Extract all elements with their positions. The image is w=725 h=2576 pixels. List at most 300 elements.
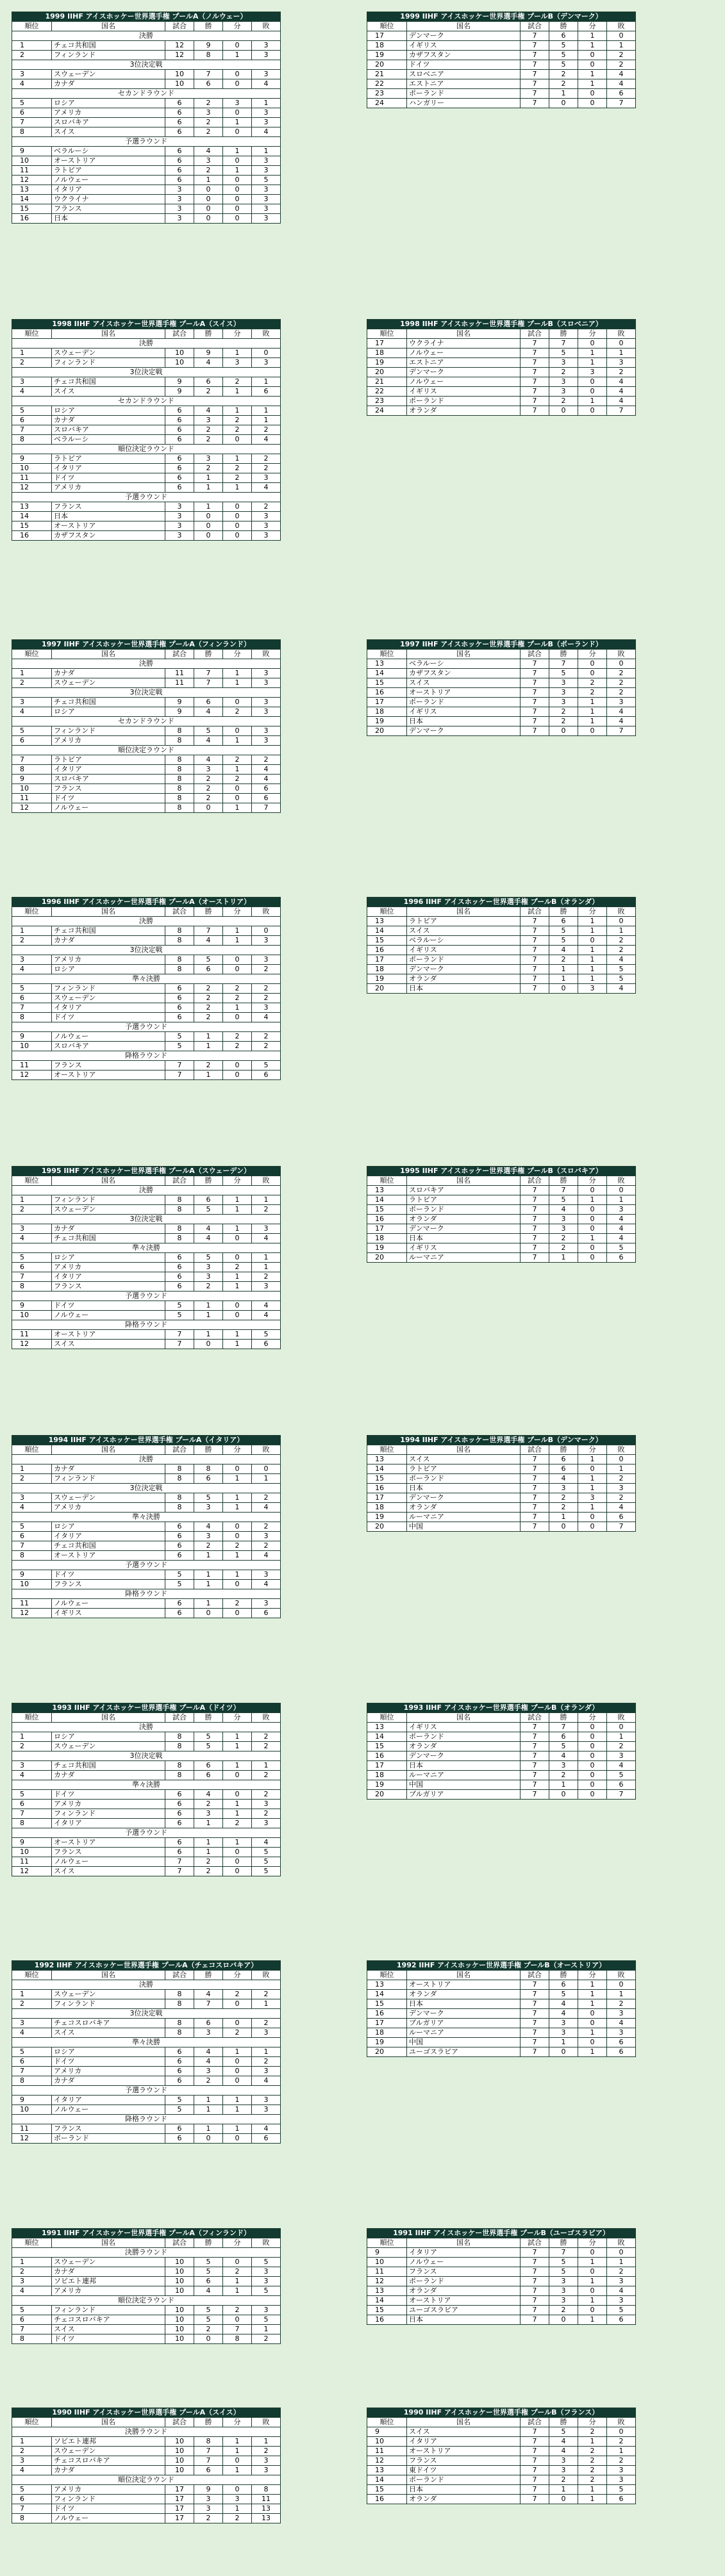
losses-cell: 2 bbox=[607, 678, 636, 688]
table-row bbox=[367, 387, 636, 397]
standings-table bbox=[12, 2228, 281, 2344]
wins-cell: 5 bbox=[194, 2267, 223, 2277]
table-row bbox=[12, 1800, 281, 1809]
column-header: 順位 bbox=[12, 2418, 52, 2427]
wins-cell: 2 bbox=[549, 1493, 578, 1503]
games-cell: 7 bbox=[521, 678, 549, 688]
draws-cell: 0 bbox=[578, 1732, 607, 1742]
rank-cell: 13 bbox=[367, 1455, 407, 1464]
draws-cell: 0 bbox=[223, 512, 252, 521]
table-row bbox=[367, 2258, 636, 2267]
rank-cell: 3 bbox=[12, 70, 52, 79]
draws-cell: 2 bbox=[223, 1042, 252, 1051]
team-cell: フィンランド bbox=[52, 2306, 165, 2315]
column-header: 順位 bbox=[367, 650, 407, 659]
team-cell: ポーランド bbox=[407, 397, 521, 406]
draws-cell: 1 bbox=[578, 2277, 607, 2286]
wins-cell: 3 bbox=[194, 416, 223, 425]
draws-cell: 2 bbox=[223, 994, 252, 1003]
rank-cell: 13 bbox=[367, 1723, 407, 1732]
games-cell: 6 bbox=[165, 2067, 194, 2076]
table-row bbox=[367, 60, 636, 70]
column-header: 国名 bbox=[52, 1445, 165, 1455]
team-cell: ベラルーシ bbox=[52, 147, 165, 156]
table-row bbox=[12, 1032, 281, 1042]
wins-cell: 3 bbox=[549, 1224, 578, 1234]
team-cell: 日本 bbox=[407, 1234, 521, 1243]
rank-cell: 16 bbox=[12, 214, 52, 224]
table-row bbox=[367, 2038, 636, 2047]
rank-cell: 14 bbox=[367, 1732, 407, 1742]
team-cell: アメリカ bbox=[52, 1503, 165, 1513]
table-row bbox=[12, 521, 281, 531]
wins-cell: 1 bbox=[549, 1780, 578, 1790]
wins-cell: 3 bbox=[549, 1761, 578, 1771]
table-row bbox=[367, 726, 636, 736]
rank-cell: 12 bbox=[367, 2277, 407, 2286]
rank-cell: 8 bbox=[12, 1819, 52, 1828]
rank-cell: 18 bbox=[367, 1503, 407, 1513]
draws-cell: 1 bbox=[223, 483, 252, 493]
wins-cell: 2 bbox=[549, 368, 578, 377]
table-row bbox=[12, 1790, 281, 1800]
draws-cell: 2 bbox=[223, 1599, 252, 1609]
wins-cell: 5 bbox=[194, 1493, 223, 1503]
losses-cell: 3 bbox=[607, 698, 636, 707]
team-cell: ノルウェー bbox=[52, 2105, 165, 2115]
losses-cell: 1 bbox=[252, 99, 281, 108]
table-row bbox=[12, 775, 281, 784]
draws-cell: 0 bbox=[223, 41, 252, 51]
column-header: 分 bbox=[578, 1713, 607, 1723]
losses-cell: 1 bbox=[607, 1990, 636, 1999]
column-header: 試合 bbox=[165, 650, 194, 659]
rank-cell: 16 bbox=[367, 1752, 407, 1761]
table-row bbox=[12, 1301, 281, 1311]
column-header: 敗 bbox=[607, 1971, 636, 1980]
table-row bbox=[12, 1311, 281, 1320]
wins-cell: 7 bbox=[549, 339, 578, 349]
team-cell: ドイツ bbox=[52, 2057, 165, 2067]
draws-cell: 0 bbox=[578, 51, 607, 60]
section-row bbox=[12, 1022, 281, 1032]
draws-cell: 2 bbox=[223, 2514, 252, 2523]
games-cell: 7 bbox=[521, 1771, 549, 1780]
team-cell: スウェーデン bbox=[52, 1493, 165, 1503]
draws-cell: 1 bbox=[223, 387, 252, 397]
table-row bbox=[367, 2028, 636, 2038]
team-cell: ラトビア bbox=[407, 1464, 521, 1474]
wins-cell: 7 bbox=[549, 1186, 578, 1195]
team-cell: ドイツ bbox=[52, 1570, 165, 1580]
rank-cell: 14 bbox=[367, 669, 407, 678]
column-header: 敗 bbox=[607, 1713, 636, 1723]
team-cell: 中国 bbox=[407, 2038, 521, 2047]
draws-cell: 0 bbox=[223, 2076, 252, 2086]
losses-cell: 4 bbox=[252, 1580, 281, 1589]
column-header: 分 bbox=[223, 1445, 252, 1455]
table-row bbox=[12, 765, 281, 775]
games-cell: 7 bbox=[521, 377, 549, 387]
wins-cell: 1 bbox=[549, 2485, 578, 2495]
draws-cell: 1 bbox=[578, 1195, 607, 1205]
column-header: 分 bbox=[223, 22, 252, 31]
rank-cell: 6 bbox=[12, 1263, 52, 1272]
rank-cell: 16 bbox=[367, 946, 407, 955]
losses-cell: 5 bbox=[252, 1848, 281, 1857]
column-header: 順位 bbox=[367, 1176, 407, 1186]
losses-cell: 0 bbox=[607, 2248, 636, 2258]
losses-cell: 3 bbox=[607, 2028, 636, 2038]
section-label: 準々決勝 bbox=[12, 1780, 281, 1790]
section-label: 予選ラウンド bbox=[12, 1561, 281, 1570]
standings-table bbox=[367, 2408, 636, 2504]
wins-cell: 1 bbox=[194, 483, 223, 493]
losses-cell: 3 bbox=[252, 358, 281, 368]
rank-cell: 8 bbox=[12, 2334, 52, 2344]
games-cell: 7 bbox=[521, 1205, 549, 1215]
rank-cell: 17 bbox=[367, 31, 407, 41]
team-cell: イタリア bbox=[52, 1532, 165, 1541]
section-label: 降格ラウンド bbox=[12, 1051, 281, 1061]
losses-cell: 4 bbox=[607, 387, 636, 397]
section-row bbox=[12, 1589, 281, 1599]
games-cell: 7 bbox=[521, 1522, 549, 1532]
team-cell: ノルウェー bbox=[407, 349, 521, 358]
table-row bbox=[12, 1195, 281, 1205]
table-header-row bbox=[367, 1176, 636, 1186]
rank-cell: 8 bbox=[12, 1551, 52, 1561]
rank-cell: 5 bbox=[12, 726, 52, 736]
table-row bbox=[367, 397, 636, 406]
losses-cell: 2 bbox=[252, 502, 281, 512]
team-cell: デンマーク bbox=[407, 1493, 521, 1503]
table-header-row bbox=[12, 1971, 281, 1980]
table-row bbox=[12, 2057, 281, 2067]
rank-cell: 13 bbox=[367, 2466, 407, 2475]
table-row bbox=[12, 2466, 281, 2475]
team-cell: オランダ bbox=[407, 406, 521, 416]
rank-cell: 4 bbox=[12, 1771, 52, 1780]
games-cell: 6 bbox=[165, 1790, 194, 1800]
column-header: 順位 bbox=[367, 2238, 407, 2248]
column-header: 敗 bbox=[607, 22, 636, 31]
rank-cell: 7 bbox=[12, 1003, 52, 1013]
standings-table bbox=[12, 1166, 281, 1349]
losses-cell: 5 bbox=[252, 1061, 281, 1071]
wins-cell: 2 bbox=[194, 2325, 223, 2334]
wins-cell: 3 bbox=[194, 1272, 223, 1282]
games-cell: 10 bbox=[165, 2447, 194, 2456]
table-header-row bbox=[12, 22, 281, 31]
wins-cell: 3 bbox=[194, 1503, 223, 1513]
draws-cell: 0 bbox=[223, 1311, 252, 1320]
draws-cell: 1 bbox=[578, 1503, 607, 1513]
team-cell: エストニア bbox=[407, 79, 521, 89]
wins-cell: 0 bbox=[194, 195, 223, 204]
table-row bbox=[12, 669, 281, 678]
draws-cell: 2 bbox=[223, 1032, 252, 1042]
losses-cell: 2 bbox=[252, 1541, 281, 1551]
wins-cell: 4 bbox=[549, 1205, 578, 1215]
table-row bbox=[367, 51, 636, 60]
losses-cell: 3 bbox=[252, 195, 281, 204]
wins-cell: 4 bbox=[549, 2437, 578, 2447]
games-cell: 7 bbox=[521, 2466, 549, 2475]
section-label: 順位決定ラウンド bbox=[12, 746, 281, 755]
team-cell: ノルウェー bbox=[52, 2514, 165, 2523]
losses-cell: 1 bbox=[607, 1464, 636, 1474]
wins-cell: 2 bbox=[194, 127, 223, 137]
rank-cell: 1 bbox=[12, 1732, 52, 1742]
rank-cell: 7 bbox=[12, 2504, 52, 2514]
losses-cell: 1 bbox=[607, 2258, 636, 2267]
table-row bbox=[367, 1761, 636, 1771]
wins-cell: 1 bbox=[194, 2124, 223, 2134]
table-row bbox=[367, 2315, 636, 2325]
table-row bbox=[367, 707, 636, 717]
wins-cell: 3 bbox=[194, 2028, 223, 2038]
wins-cell: 4 bbox=[194, 2286, 223, 2296]
section-row bbox=[12, 31, 281, 41]
wins-cell: 4 bbox=[194, 936, 223, 946]
rank-cell: 5 bbox=[12, 2047, 52, 2057]
draws-cell: 2 bbox=[223, 984, 252, 994]
column-header: 敗 bbox=[252, 650, 281, 659]
section-label: 3位決定戦 bbox=[12, 2009, 281, 2019]
wins-cell: 5 bbox=[194, 1253, 223, 1263]
team-cell: ロシア bbox=[52, 1732, 165, 1742]
games-cell: 6 bbox=[165, 416, 194, 425]
draws-cell: 2 bbox=[223, 775, 252, 784]
rank-cell: 16 bbox=[367, 2495, 407, 2504]
team-cell: カナダ bbox=[52, 669, 165, 678]
team-cell: チェコスロバキア bbox=[52, 2315, 165, 2325]
rank-cell: 13 bbox=[367, 2286, 407, 2296]
games-cell: 7 bbox=[521, 397, 549, 406]
rank-cell: 18 bbox=[367, 349, 407, 358]
wins-cell: 4 bbox=[549, 2447, 578, 2456]
wins-cell: 6 bbox=[194, 2466, 223, 2475]
games-cell: 6 bbox=[165, 1282, 194, 1292]
wins-cell: 1 bbox=[194, 1330, 223, 1340]
games-cell: 10 bbox=[165, 2277, 194, 2286]
rank-cell: 19 bbox=[367, 358, 407, 368]
rank-cell: 19 bbox=[367, 1513, 407, 1522]
team-cell: オーストリア bbox=[52, 1071, 165, 1080]
draws-cell: 0 bbox=[578, 1771, 607, 1780]
rank-cell: 4 bbox=[12, 79, 52, 89]
column-header: 敗 bbox=[252, 329, 281, 339]
table-title-row bbox=[367, 1961, 636, 1971]
wins-cell: 8 bbox=[194, 1464, 223, 1474]
table-row bbox=[367, 1224, 636, 1234]
rank-cell: 11 bbox=[12, 2124, 52, 2134]
team-cell: チェコ共和国 bbox=[52, 1234, 165, 1243]
draws-cell: 0 bbox=[578, 1513, 607, 1522]
rank-cell: 19 bbox=[367, 1780, 407, 1790]
team-cell: イギリス bbox=[407, 1723, 521, 1732]
wins-cell: 5 bbox=[194, 1732, 223, 1742]
column-header: 分 bbox=[578, 2418, 607, 2427]
section-row bbox=[12, 1828, 281, 1838]
team-cell: イタリア bbox=[52, 464, 165, 473]
rank-cell: 15 bbox=[367, 678, 407, 688]
section-row bbox=[12, 917, 281, 926]
team-cell: ラトビア bbox=[52, 454, 165, 464]
losses-cell: 5 bbox=[607, 1771, 636, 1780]
draws-cell: 1 bbox=[578, 1980, 607, 1990]
losses-cell: 6 bbox=[607, 1513, 636, 1522]
team-cell: ソビエト連邦 bbox=[52, 2437, 165, 2447]
losses-cell: 2 bbox=[252, 2447, 281, 2456]
rank-cell: 17 bbox=[367, 698, 407, 707]
team-cell: スイス bbox=[407, 678, 521, 688]
losses-cell: 2 bbox=[252, 1742, 281, 1752]
games-cell: 7 bbox=[521, 1253, 549, 1263]
losses-cell: 5 bbox=[252, 176, 281, 185]
games-cell: 7 bbox=[521, 2306, 549, 2315]
table-title: 1990 IIHF アイスホッケー世界選手権 プールA（スイス） bbox=[12, 2408, 281, 2418]
team-cell: ノルウェー bbox=[407, 2258, 521, 2267]
losses-cell: 3 bbox=[252, 2096, 281, 2105]
team-cell: カナダ bbox=[52, 1464, 165, 1474]
section-row bbox=[12, 445, 281, 454]
section-row bbox=[12, 1243, 281, 1253]
section-label: 決勝 bbox=[12, 1723, 281, 1732]
wins-cell: 2 bbox=[549, 717, 578, 726]
wins-cell: 5 bbox=[194, 2258, 223, 2267]
games-cell: 8 bbox=[165, 1195, 194, 1205]
wins-cell: 6 bbox=[194, 965, 223, 974]
team-cell: アメリカ bbox=[52, 955, 165, 965]
section-row bbox=[12, 493, 281, 502]
games-cell: 7 bbox=[521, 936, 549, 946]
table-row bbox=[12, 794, 281, 803]
table-row bbox=[367, 1980, 636, 1990]
wins-cell: 0 bbox=[194, 1609, 223, 1618]
column-header: 国名 bbox=[407, 1971, 521, 1980]
wins-cell: 4 bbox=[549, 1474, 578, 1484]
draws-cell: 0 bbox=[223, 2134, 252, 2144]
rank-cell: 20 bbox=[367, 1522, 407, 1532]
table-row bbox=[12, 349, 281, 358]
rank-cell: 8 bbox=[12, 2076, 52, 2086]
losses-cell: 3 bbox=[252, 936, 281, 946]
rank-cell: 17 bbox=[367, 1493, 407, 1503]
column-header: 試合 bbox=[165, 1713, 194, 1723]
column-header: 勝 bbox=[194, 1445, 223, 1455]
column-header: 敗 bbox=[252, 1445, 281, 1455]
table-row bbox=[367, 2427, 636, 2437]
games-cell: 6 bbox=[165, 2134, 194, 2144]
games-cell: 7 bbox=[165, 1867, 194, 1876]
table-row bbox=[367, 965, 636, 974]
wins-cell: 1 bbox=[194, 1301, 223, 1311]
section-label: 予選ラウンド bbox=[12, 1292, 281, 1301]
games-cell: 8 bbox=[165, 755, 194, 765]
draws-cell: 1 bbox=[578, 2495, 607, 2504]
losses-cell: 4 bbox=[252, 2124, 281, 2134]
table-row bbox=[12, 1541, 281, 1551]
table-title-row bbox=[367, 1167, 636, 1176]
section-label: 3位決定戦 bbox=[12, 368, 281, 377]
table-row bbox=[367, 659, 636, 669]
wins-cell: 6 bbox=[194, 1474, 223, 1484]
section-row bbox=[12, 2086, 281, 2096]
rank-cell: 8 bbox=[12, 2514, 52, 2523]
column-header: 国名 bbox=[52, 22, 165, 31]
wins-cell: 3 bbox=[549, 358, 578, 368]
team-cell: イタリア bbox=[52, 1819, 165, 1828]
games-cell: 6 bbox=[165, 1541, 194, 1551]
games-cell: 7 bbox=[521, 79, 549, 89]
team-cell: ドイツ bbox=[52, 2334, 165, 2344]
standings-table bbox=[367, 639, 636, 736]
wins-cell: 5 bbox=[549, 51, 578, 60]
draws-cell: 2 bbox=[223, 416, 252, 425]
draws-cell: 1 bbox=[223, 2504, 252, 2514]
team-cell: ロシア bbox=[52, 99, 165, 108]
section-row bbox=[12, 1051, 281, 1061]
draws-cell: 1 bbox=[578, 79, 607, 89]
column-header: 分 bbox=[223, 1713, 252, 1723]
team-cell: ドイツ bbox=[407, 60, 521, 70]
games-cell: 7 bbox=[521, 1234, 549, 1243]
table-title: 1998 IIHF アイスホッケー世界選手権 プールA（スイス） bbox=[12, 320, 281, 329]
games-cell: 7 bbox=[521, 984, 549, 994]
table-row bbox=[12, 1464, 281, 1474]
table-row bbox=[367, 2277, 636, 2286]
wins-cell: 0 bbox=[194, 2334, 223, 2344]
team-cell: フランス bbox=[52, 1061, 165, 1071]
wins-cell: 3 bbox=[194, 108, 223, 118]
losses-cell: 4 bbox=[252, 79, 281, 89]
table-row bbox=[12, 70, 281, 79]
losses-cell: 8 bbox=[252, 2485, 281, 2495]
section-row bbox=[12, 2038, 281, 2047]
games-cell: 7 bbox=[521, 41, 549, 51]
section-label: 決勝 bbox=[12, 1186, 281, 1195]
wins-cell: 3 bbox=[549, 2019, 578, 2028]
draws-cell: 0 bbox=[223, 1999, 252, 2009]
wins-cell: 6 bbox=[549, 31, 578, 41]
draws-cell: 1 bbox=[223, 2277, 252, 2286]
section-label: 準々決勝 bbox=[12, 1243, 281, 1253]
losses-cell: 3 bbox=[252, 41, 281, 51]
wins-cell: 5 bbox=[194, 1742, 223, 1752]
team-cell: スイス bbox=[52, 2028, 165, 2038]
losses-cell: 3 bbox=[252, 726, 281, 736]
wins-cell: 3 bbox=[549, 1484, 578, 1493]
rank-cell: 3 bbox=[12, 955, 52, 965]
rank-cell: 1 bbox=[12, 926, 52, 936]
wins-cell: 6 bbox=[194, 2019, 223, 2028]
losses-cell: 1 bbox=[252, 147, 281, 156]
table-header-row bbox=[12, 1445, 281, 1455]
draws-cell: 0 bbox=[578, 2286, 607, 2296]
losses-cell: 4 bbox=[607, 717, 636, 726]
rank-cell: 4 bbox=[12, 965, 52, 974]
table-row bbox=[367, 1723, 636, 1732]
losses-cell: 2 bbox=[252, 1272, 281, 1282]
losses-cell: 2 bbox=[607, 368, 636, 377]
losses-cell: 4 bbox=[607, 397, 636, 406]
wins-cell: 5 bbox=[549, 1195, 578, 1205]
wins-cell: 1 bbox=[549, 89, 578, 99]
wins-cell: 2 bbox=[194, 775, 223, 784]
table-row bbox=[12, 1761, 281, 1771]
